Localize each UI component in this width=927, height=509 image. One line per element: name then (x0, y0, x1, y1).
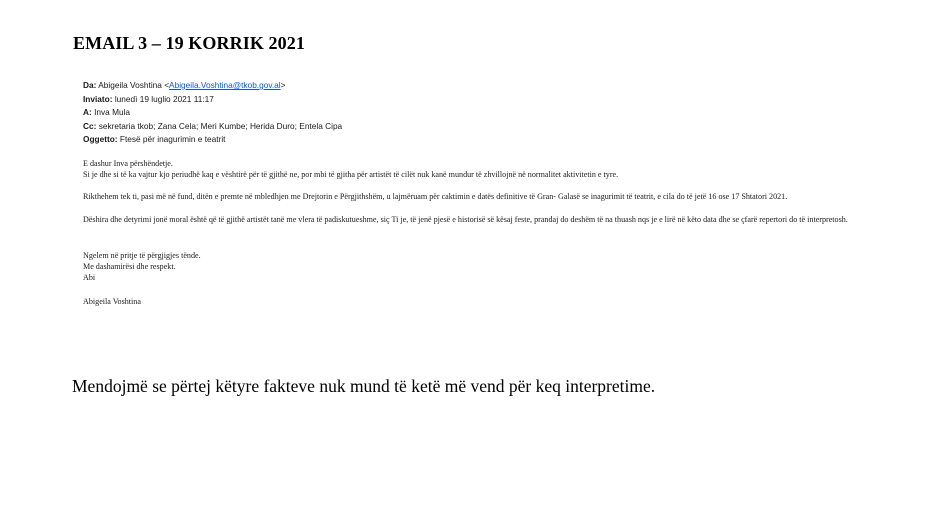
email-from-row (83, 79, 923, 93)
email-to-row (83, 106, 923, 120)
to-label: A: (83, 107, 92, 117)
email-signature: Abigeila Voshtina (83, 296, 141, 306)
document-heading: EMAIL 3 – 19 KORRIK 2021 (73, 33, 305, 53)
from-suffix: > (280, 80, 286, 90)
sent-label: Inviato: (83, 93, 113, 104)
subject-label: Oggetto: (83, 134, 118, 144)
to-value: Inva Mula (94, 107, 131, 117)
email-greeting: E dashur Inva përshëndetje. (83, 158, 173, 168)
email-paragraph-3: Dëshira dhe detyrimi jonë moral është që të gjithë artistët tanë me vlera të padiskutueshme, siç Ti je, të jenë pjesë e historisë së kësaj feste, prandaj do deshëm të na thuash nqs je e lirë në këto data dhe se çfarë repertori do të interpretosh. (83, 214, 848, 224)
from-email-link[interactable]: Abigeila.Voshtina@tkob.gov.al (169, 80, 281, 90)
email-screenshot (83, 79, 923, 307)
email-sent-row (83, 93, 923, 107)
email-subject-row (83, 133, 923, 147)
from-name: Abigeila Voshtina < (98, 80, 170, 90)
from-label: Da: (83, 80, 97, 90)
sent-value: lunedì 19 luglio 2021 11:17 (114, 93, 214, 104)
email-paragraph-2: Rikthehem tek ti, pasi më në fund, ditën e premte në mbledhjen me Drejtorin e Përgjithshëm, u lajmëruam për caktimin e datës definitive të Gran- Galasë se inagurimit të teatrit, e cila do të jetë 16 ose 17 Shtatori 2021. (83, 191, 788, 201)
email-closing-line-1: Ngelem në pritje të përgjigjes tënde. (83, 250, 201, 260)
email-paragraph-1: Si je dhe si të ka vajtur kjo periudhë kaq e vështirë për të gjithë ne, por mbi të gjitha për artistët të cilët nuk kanë mundur të zhvillojnë në normalitet aktivitetin e tyre. (83, 169, 619, 179)
subject-value: Ftesë për inagurimin e teatrit (119, 134, 226, 144)
cc-label: Cc: (83, 120, 97, 131)
email-closing-line-3: Abi (83, 272, 96, 282)
email-closing-line-2: Me dashamirësi dhe respekt. (83, 261, 176, 271)
conclusion-paragraph: Mendojmë se përtej këtyre fakteve nuk mund të ketë më vend për keq interpretime. (72, 376, 656, 396)
email-cc-row (83, 120, 923, 134)
cc-value: sekretaria tkob; Zana Cela; Meri Kumbe; Herida Duro; Entela Cipa (98, 120, 343, 131)
